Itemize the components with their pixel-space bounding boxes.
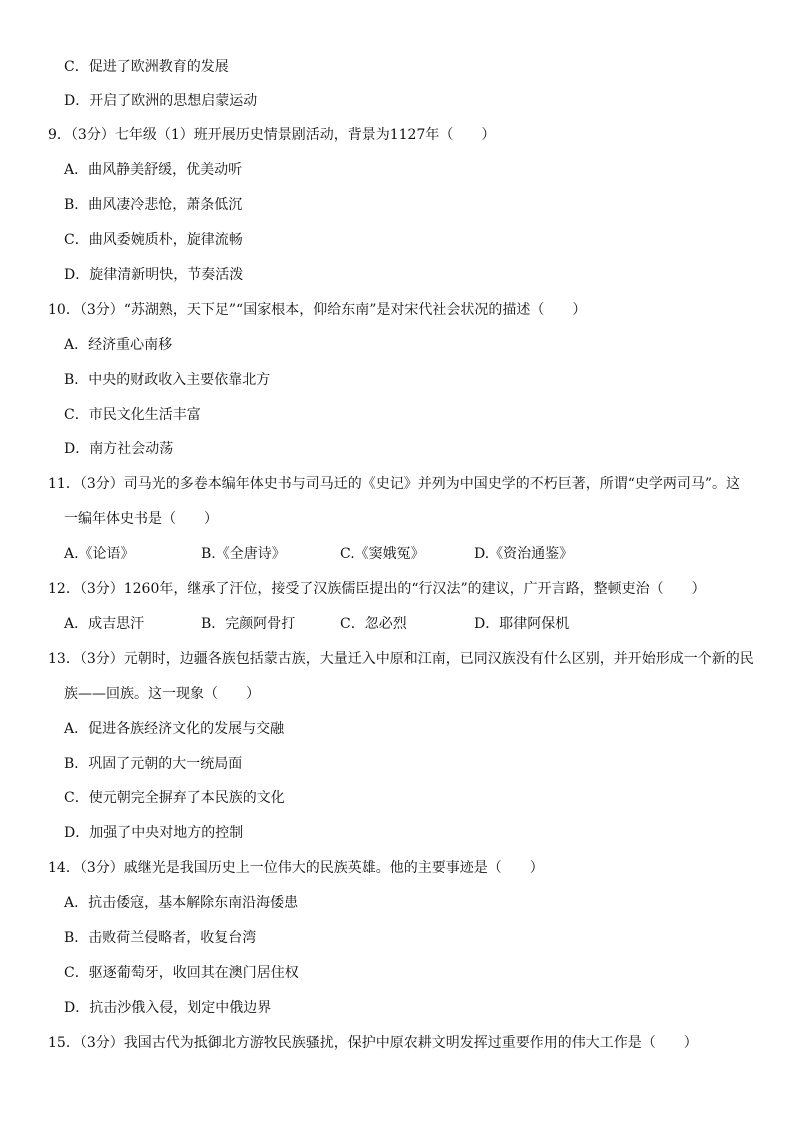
question-12-option-A: A．成吉思汗	[64, 616, 145, 632]
question-14-option-C: C．驱逐葡萄牙，收回其在澳门居住权	[64, 965, 299, 981]
question-10-option-D: D．南方社会动荡	[64, 441, 174, 457]
question-11-option-B: B.《全唐诗》	[201, 546, 286, 562]
question-11-option-A: A.《论语》	[64, 546, 135, 562]
question-10-option-C: C．市民文化生活丰富	[64, 407, 201, 423]
question-15-stem: 15．（3分）我国古代为抵御北方游牧民族骚扰，保护中原农耕文明发挥过重要作用的伟大工作是（ ）	[48, 1035, 698, 1051]
question-9-option-D: D．旋律清新明快，节奏活泼	[64, 267, 244, 283]
question-11-option-C: C.《窦娥冤》	[340, 546, 425, 562]
question-12-option-D: D．耶律阿保机	[474, 616, 570, 632]
question-14-option-A: A．抗击倭寇，基本解除东南沿海倭患	[64, 895, 299, 911]
question-12-option-C: C．忽必烈	[340, 616, 407, 632]
question-10-option-B: B．中央的财政收入主要依靠北方	[64, 372, 271, 388]
option-D: D．开启了欧洲的思想启蒙运动	[64, 93, 258, 109]
option-C: C．促进了欧洲教育的发展	[64, 59, 229, 75]
question-10-option-A: A．经济重心南移	[64, 337, 173, 353]
question-12-option-B: B．完颜阿骨打	[201, 616, 296, 632]
question-11-stem-continued: 一编年体史书是（ ）	[64, 511, 218, 527]
question-14-option-D: D．抗击沙俄入侵，划定中俄边界	[64, 1000, 272, 1016]
question-13-option-A: A．促进各族经济文化的发展与交融	[64, 721, 285, 737]
question-11-option-D: D.《资治通鉴》	[474, 546, 574, 562]
question-9-option-C: C．曲风委婉质朴，旋律流畅	[64, 232, 243, 248]
question-13-option-B: B．巩固了元朝的大一统局面	[64, 756, 243, 772]
question-13-stem: 13．（3分）元朝时，边疆各族包括蒙古族，大量迁入中原和江南，已同汉族没有什么区别，并开始形成一个新的民	[48, 651, 754, 667]
question-12-options-row	[64, 615, 744, 633]
question-12-stem: 12．（3分）1260年，继承了汗位，接受了汉族儒臣提出的“行汉法”的建议，广开言路，整顿吏治（ ）	[48, 581, 706, 597]
question-14-option-B: B．击败荷兰侵略者，收复台湾	[64, 930, 257, 946]
question-11-options-row	[64, 545, 744, 563]
question-10-stem: 10．（3分）“苏湖熟，天下足”“国家根本，仰给东南”是对宋代社会状况的描述（ ）	[48, 302, 587, 318]
question-13-option-D: D．加强了中央对地方的控制	[64, 825, 244, 841]
question-14-stem: 14．（3分）戚继光是我国历史上一位伟大的民族英雄。他的主要事迹是（ ）	[48, 860, 544, 876]
question-9-option-B: B．曲风凄冷悲怆，萧条低沉	[64, 197, 243, 213]
question-13-stem-continued: 族——回族。这一现象（ ）	[64, 686, 260, 702]
question-9-option-A: A．曲风静美舒缓，优美动听	[64, 162, 243, 178]
question-9-stem: 9．（3分）七年级（1）班开展历史情景剧活动，背景为1127年（ ）	[48, 127, 496, 143]
question-11-stem: 11．（3分）司马光的多卷本编年体史书与司马迁的《史记》并列为中国史学的不朽巨著，所谓“史学两司马”。这	[48, 476, 741, 492]
question-13-option-C: C．使元朝完全摒弃了本民族的文化	[64, 790, 285, 806]
